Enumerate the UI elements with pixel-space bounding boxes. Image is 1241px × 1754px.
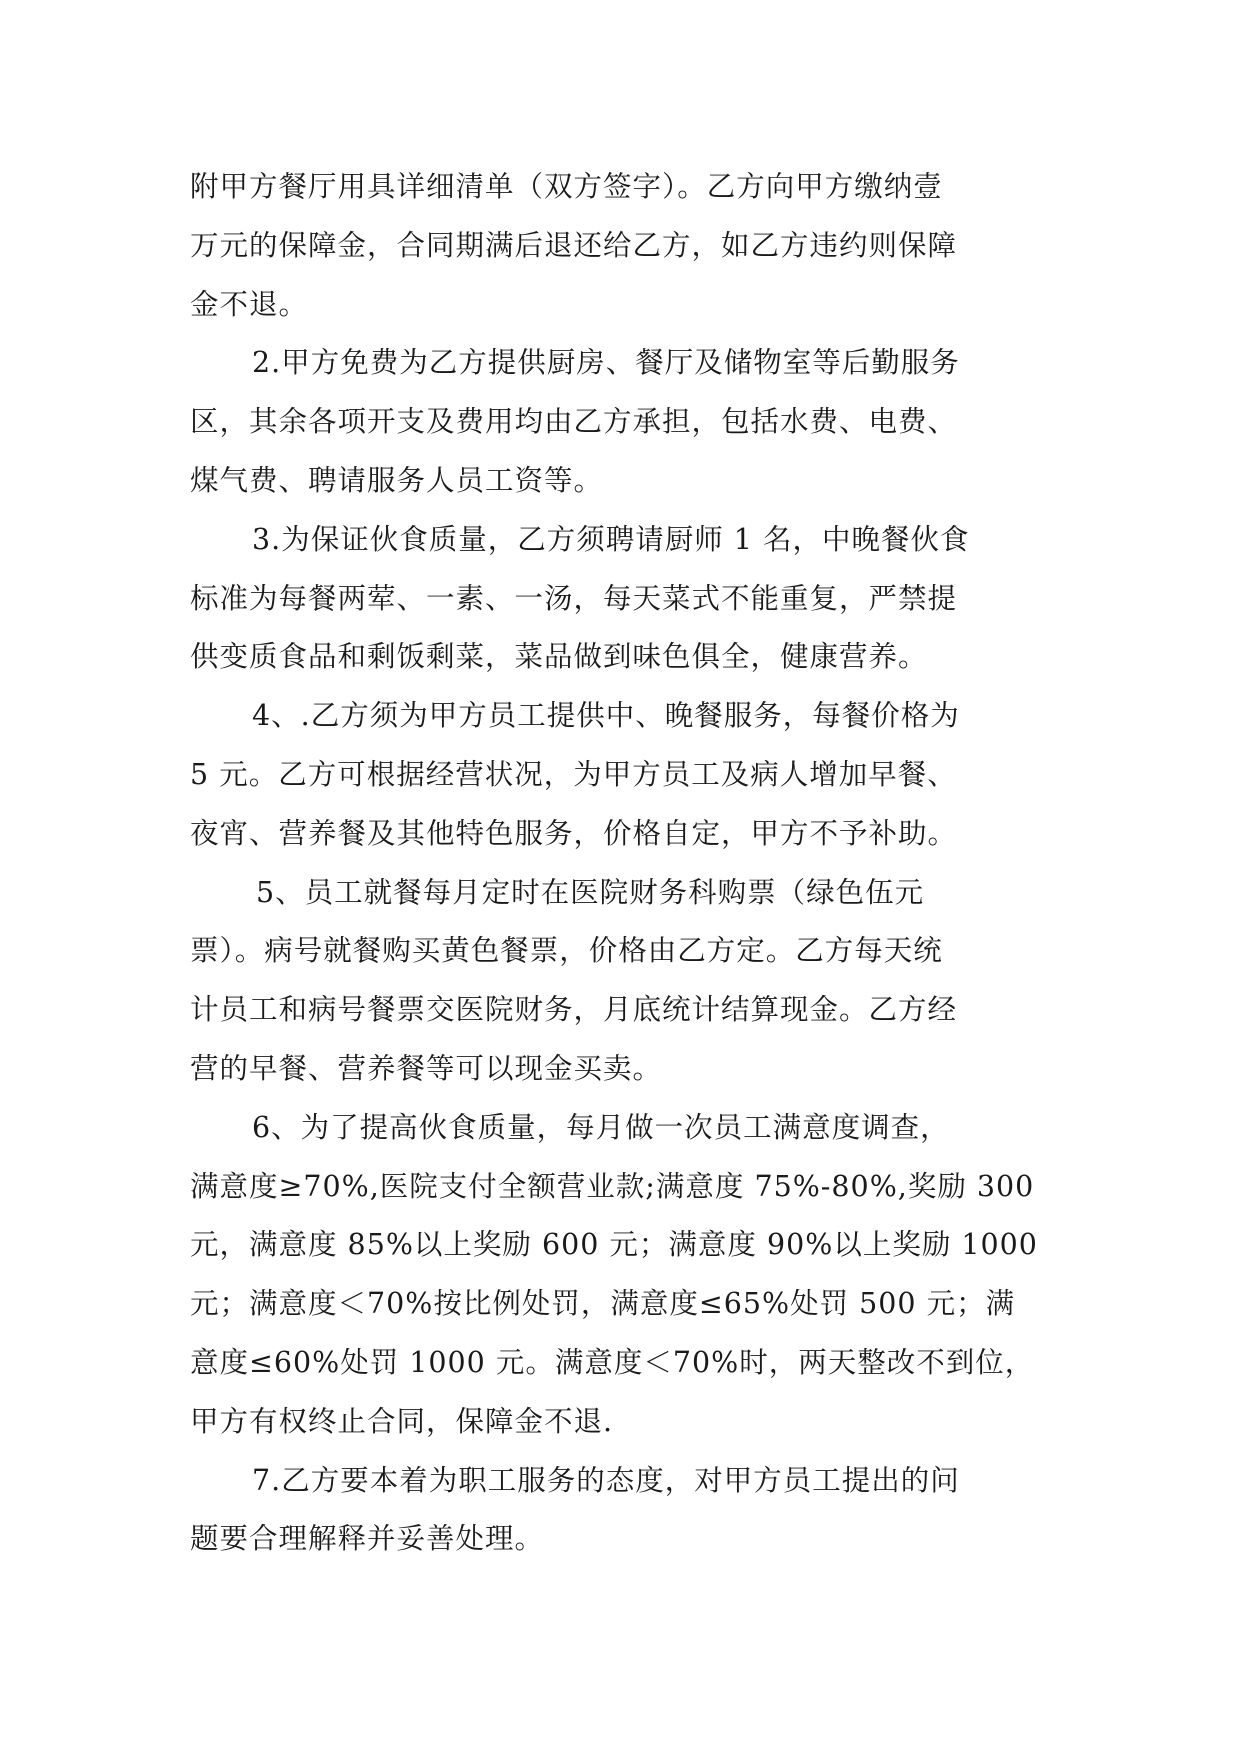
paragraph-1-continuation (190, 158, 1060, 334)
text-line: 计员工和病号餐票交医院财务，月底统计结算现金。乙方经 (190, 993, 958, 1027)
text-line: 满意度≥70%,医院支付全额营业款;满意度 75%-80%,奖励 300 (190, 1169, 1035, 1203)
text-line: 3.为保证伙食质量，乙方须聘请厨师 1 名，中晚餐伙食 (252, 522, 970, 556)
text-line: 营的早餐、营养餐等可以现金买卖。 (190, 1051, 663, 1085)
text-line: 元，满意度 85%以上奖励 600 元；满意度 90%以上奖励 1000 (190, 1228, 1038, 1262)
paragraph-7 (190, 1452, 1060, 1570)
paragraph-3 (190, 511, 1060, 687)
text-line: 票）。病号就餐购买黄色餐票，价格由乙方定。乙方每天统 (190, 934, 943, 968)
text-line: 夜宵、营养餐及其他特色服务，价格自定，甲方不予补助。 (190, 816, 958, 850)
text-line: 元；满意度＜70%按比例处罚，满意度≤65%处罚 500 元；满 (190, 1287, 1016, 1321)
paragraph-6 (190, 1099, 1060, 1452)
text-line: 意度≤60%处罚 1000 元。满意度＜70%时，两天整改不到位， (190, 1345, 1035, 1379)
text-line: 附甲方餐厅用具详细清单（双方签字）。乙方向甲方缴纳壹 (190, 170, 943, 203)
text-line: 5 元。乙方可根据经营状况，为甲方员工及病人增加早餐、 (190, 757, 957, 791)
text-line: 甲方有权终止合同，保障金不退. (190, 1404, 614, 1438)
text-line: 标准为每餐两荤、一素、一汤，每天菜式不能重复，严禁提 (190, 581, 958, 615)
text-line: 6、为了提高伙食质量，每月做一次员工满意度调查， (252, 1110, 950, 1144)
paragraph-2 (190, 334, 1060, 510)
text-line: 5、员工就餐每月定时在医院财务科购票（绿色伍元 (256, 875, 925, 909)
text-line: 7.乙方要本着为职工服务的态度，对甲方员工提出的问 (252, 1463, 960, 1497)
text-line: 金不退。 (190, 287, 309, 321)
text-line: 煤气费、聘请服务人员工资等。 (190, 463, 604, 497)
text-line: 区，其余各项开支及费用均由乙方承担，包括水费、电费、 (190, 405, 958, 439)
document-body (190, 158, 1060, 1569)
text-line: 2.甲方免费为乙方提供厨房、餐厅及储物室等后勤服务 (252, 346, 960, 380)
text-line: 万元的保障金，合同期满后退还给乙方，如乙方违约则保障 (190, 228, 958, 262)
text-line: 4、.乙方须为甲方员工提供中、晚餐服务，每餐价格为 (252, 699, 960, 733)
text-line: 题要合理解释并妥善处理。 (190, 1522, 545, 1556)
paragraph-4 (190, 687, 1060, 863)
text-line: 供变质食品和剩饭剩菜，菜品做到味色俱全，健康营养。 (190, 640, 928, 674)
paragraph-5 (190, 864, 1060, 1099)
